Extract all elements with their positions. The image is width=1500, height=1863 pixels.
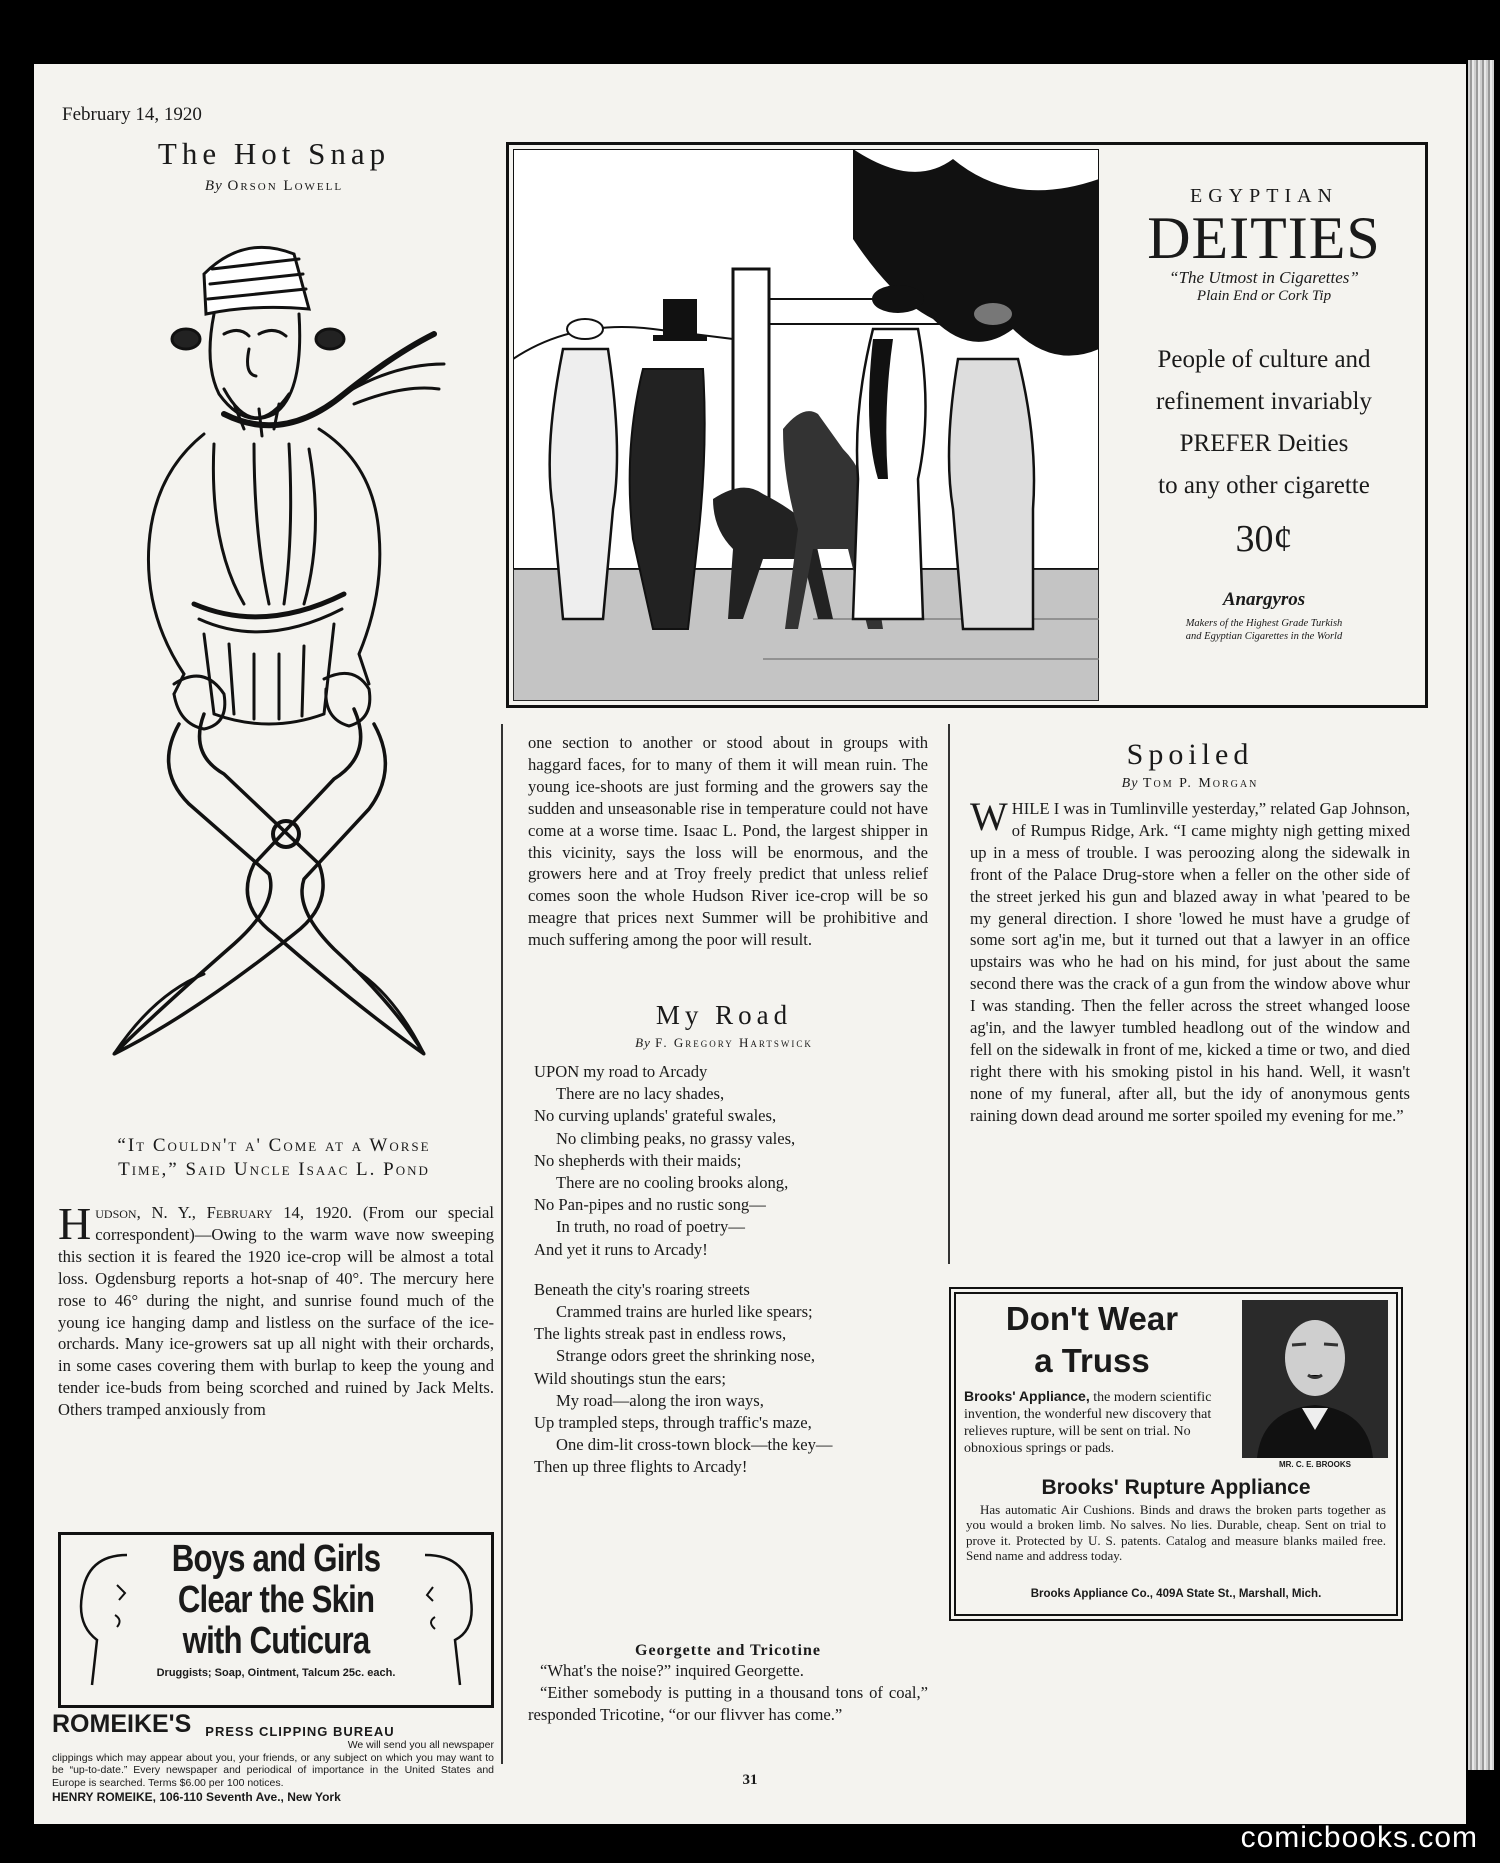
poem-line: And yet it runs to Arcady! bbox=[534, 1239, 708, 1259]
truss-detail: Has automatic Air Cushions. Binds and draws the broken parts together as you would a broken limb. No salves. No lies. Durable, cheap. Sent on trial to prove it. Protected by U. S. patents. Catalog and measure blanks mailed free. Send name and address today. bbox=[966, 1502, 1386, 1564]
poem-line: Then up three flights to Arcady! bbox=[534, 1457, 748, 1477]
my-road-byline: By F. Gregory Hartswick bbox=[635, 1035, 813, 1050]
illustration-caption: “It Couldn't a' Come at a Worse Time,” Said Uncle Isaac L. Pond bbox=[117, 1135, 431, 1180]
deities-ad bbox=[506, 142, 1428, 708]
issue-date: February 14, 1920 bbox=[62, 104, 202, 125]
romeike-address: HENRY ROMEIKE, 106-110 Seventh Ave., New York bbox=[52, 1790, 341, 1805]
uncle-isaac-illustration bbox=[94, 214, 474, 1124]
poem-line: In truth, no road of poetry— bbox=[556, 1217, 745, 1237]
poem-stanza-1 bbox=[514, 1061, 934, 1261]
page-edge bbox=[1468, 60, 1494, 1770]
truss-subhead: Brooks' Rupture Appliance bbox=[1041, 1476, 1311, 1499]
deities-copy: People of culture and refinement invariably PREFER Deities to any other cigarette bbox=[1156, 346, 1372, 499]
hot-snap-title: The Hot Snap bbox=[157, 136, 391, 171]
brooks-portrait bbox=[1242, 1300, 1388, 1458]
deities-kicker: EGYPTIAN bbox=[1190, 185, 1338, 207]
society-scene-illustration bbox=[513, 149, 1099, 701]
hot-snap-byline: By Orson Lowell bbox=[204, 178, 344, 194]
deities-price: 30¢ bbox=[1235, 518, 1293, 560]
girl-profile-icon bbox=[405, 1545, 485, 1695]
watermark: comicbooks.com bbox=[1240, 1821, 1478, 1854]
cuticura-small: Druggists; Soap, Ointment, Talcum 25c. each. bbox=[156, 1667, 396, 1679]
deities-brand: DEITIES bbox=[1147, 205, 1381, 271]
hot-snap-author: Orson Lowell bbox=[227, 178, 344, 194]
spoiled-drop-cap: W bbox=[970, 794, 1008, 839]
cuticura-line3: with Cuticura bbox=[182, 1620, 370, 1662]
magazine-page bbox=[34, 64, 1466, 1824]
deities-footer: Makers of the Highest Grade Turkish and Egyptian Cigarettes in the World bbox=[1185, 618, 1343, 642]
spoiled-byline: By Tom P. Morgan bbox=[1121, 776, 1259, 791]
spoiled-article: Spoiled By Tom P. Morgan WHILE I was in Tumlinville yesterday,” related Gap Johnson, of Rumpus Ridge, Ark. “I came mighty nigh getting mixed up in a mess of trouble. I was peroozing along the sidewalk in front of the Palace Drug-store when a feller on the other side of the street jerked his gun and blazed away in what 'peared to be my general direction. I shore 'lowed he must have a grudge of some sort ag'in me, but it turned out that a lawyer in an office upstairs was who he had on his mind, for just about the same second there was the crack of a gun from the window above whur I was standing. Then the feller across the street whanged loose ag'in, and the lawyer tumbled headlong out of the window and fell on the sidewalk in front of me, kicked a time or two, and died right there with his smoking pistol in his hand. Well, it wasn't none of my funeral, after all, but the idy of anonymous gents raining down dead around me sorter spoiled my evening for me.” bbox=[970, 738, 1410, 1125]
poem-line: No curving uplands' grateful swales, bbox=[534, 1106, 777, 1126]
truss-address: Brooks Appliance Co., 409A State St., Marshall, Mich. bbox=[1030, 1588, 1322, 1600]
georgette-title: Georgette and Tricotine bbox=[635, 1642, 821, 1659]
poem-line: My road—along the iron ways, bbox=[556, 1390, 764, 1410]
romeike-ad: ROMEIKE'S PRESS CLIPPING BUREAU We will send you all newspaper clippings which may appear about you, your friends, or any subject on which you may want to be “up-to-date.” Every newspaper and periodical of importance in the United States and Europe is searched. Terms $6.00 per 100 notices. HENRY ROMEIKE, 106-110 Seventh Ave., New York bbox=[52, 1710, 494, 1805]
cuticura-ad bbox=[58, 1532, 494, 1708]
brooks-photo-caption: MR. C. E. BROOKS bbox=[1278, 1460, 1351, 1469]
drop-cap: H bbox=[58, 1198, 92, 1249]
poem-line: Strange odors greet the shrinking nose, bbox=[556, 1346, 815, 1366]
deities-tagline: “The Utmost in Cigarettes” bbox=[1169, 268, 1359, 287]
poem-line: No Pan-pipes and no rustic song— bbox=[534, 1195, 766, 1215]
deities-maker-signature: Anargyros bbox=[1222, 589, 1306, 610]
cuticura-line2: Clear the Skin bbox=[177, 1579, 375, 1621]
my-road-poem bbox=[514, 1000, 934, 1479]
deities-copy-panel bbox=[1103, 145, 1425, 643]
column-rule-right bbox=[948, 724, 950, 1264]
boy-profile-icon bbox=[67, 1545, 147, 1695]
hot-snap-body: Hudson, N. Y., February 14, 1920. (From our special correspondent)—Owing to the warm wave now sweeping this section it is feared the 1920 ice-crop will be almost a total loss. Ogdensburg reports a hot-snap of 40°. The mercury here rose to 46° during the night, and sunrise found much of the young ice hanging damp and listless on the surface of the ice-orchards. Many ice-growers sat up all night with their orchards, in some cases covering them with burlap to keep the young and tender ice-buds from being scorched and ruined by Jack Melts. Others tramped anxiously from bbox=[58, 1198, 495, 1420]
my-road-title: My Road bbox=[655, 1000, 793, 1030]
hot-snap-article bbox=[54, 136, 494, 195]
page-number: 31 bbox=[742, 1772, 758, 1788]
truss-head1: Don't Wear bbox=[1005, 1300, 1179, 1337]
romeike-name: ROMEIKE'S bbox=[52, 1710, 192, 1738]
hot-snap-continued: one section to another or stood about in groups with haggard faces, for to many of them it will mean ruin. The young ice-shoots are just forming and the growers say the sudden and unseasonable rise in temperature could not have come at a worse time. Isaac L. Pond, the largest shipper in this vicinity, says the loss will be enormous, and the growers here and at Troy freely predict that unless relief comes soon the whole Hudson River ice-crop will be so meagre that prices next Summer will be prohibitive and much suffering among the poor will result. bbox=[528, 733, 928, 950]
poem-line: Crammed trains are hurled like spears; bbox=[556, 1302, 813, 1322]
poem-line: No shepherds with their maids; bbox=[534, 1150, 742, 1170]
poem-line: There are no lacy shades, bbox=[556, 1084, 725, 1104]
deities-subtag: Plain End or Cork Tip bbox=[1196, 288, 1332, 304]
poem-line: One dim-lit cross-town block—the key— bbox=[556, 1435, 833, 1455]
poem-line: Wild shoutings stun the ears; bbox=[534, 1368, 726, 1388]
poem-stanza-2 bbox=[514, 1279, 934, 1479]
truss-ad: Don't Wear a Truss Brooks' Appliance, the modern scientific invention, the wonderful new discovery that relieves rupture, will be sent on trial. No obnoxious springs or pads. MR. C. E. BROOKS Brooks' Rupture Appliance Has automatic Air Cushions. Binds and draws the broken parts together as you would a broken limb. No salves. No lies. Durable, cheap. Sent on trial to prove it. Protected by U. S. patents. Catalog and measure blanks mailed free. Send name and address today. Brooks Appliance Co., 409A State St., Marshall, Mich. bbox=[954, 1292, 1398, 1616]
poem-line: There are no cooling brooks along, bbox=[556, 1173, 789, 1193]
romeike-service: PRESS CLIPPING BUREAU bbox=[205, 1724, 395, 1739]
cuticura-line1: Boys and Girls bbox=[171, 1538, 381, 1580]
poem-line: No climbing peaks, no grassy vales, bbox=[556, 1128, 796, 1148]
poem-line: Beneath the city's roaring streets bbox=[534, 1279, 750, 1299]
truss-head2: a Truss bbox=[1034, 1342, 1150, 1379]
column-rule-left bbox=[501, 724, 503, 1764]
georgette-joke: Georgette and Tricotine “What's the noise?” inquired Georgette. “Either somebody is putting in a thousand tons of coal,” responded Tricotine, “or our flivver has come.” bbox=[528, 1642, 928, 1724]
spoiled-title: Spoiled bbox=[1126, 738, 1254, 771]
poem-line: Up trampled steps, through traffic's maze, bbox=[534, 1413, 812, 1433]
poem-line: UPON my road to Arcady bbox=[534, 1062, 708, 1081]
poem-line: The lights streak past in endless rows, bbox=[534, 1324, 787, 1344]
